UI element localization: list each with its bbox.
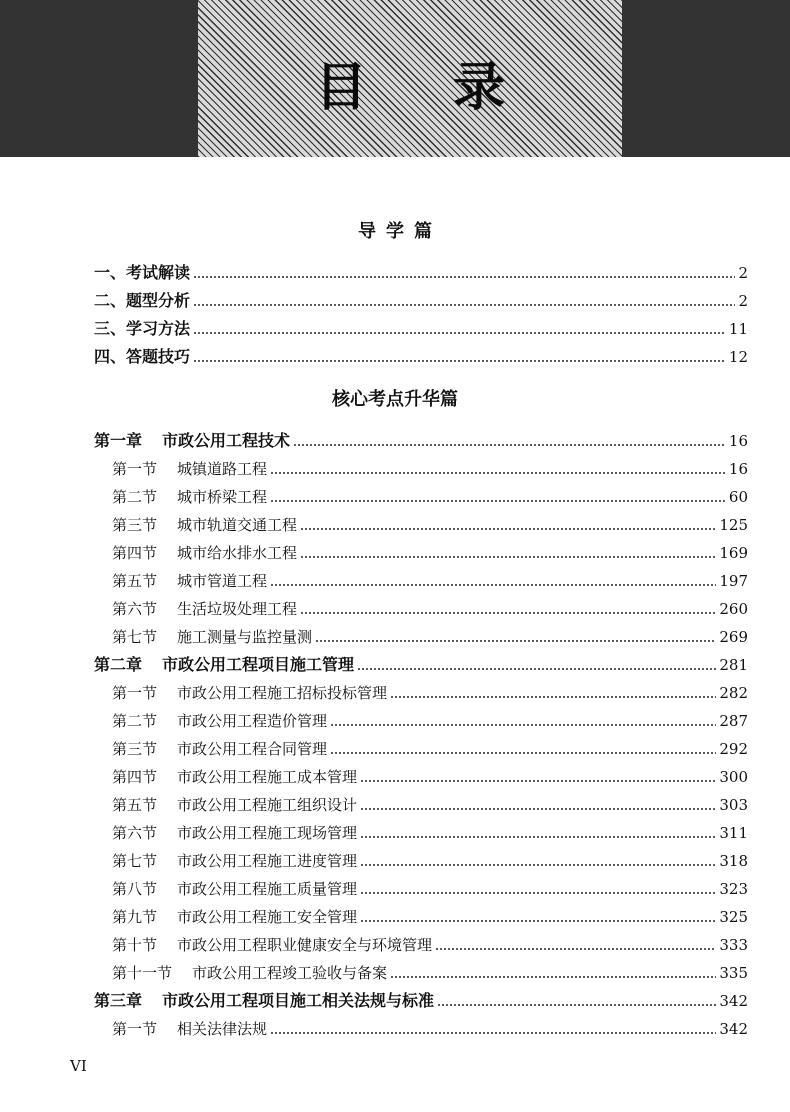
- section-page: 197: [719, 572, 748, 590]
- toc-section[interactable]: [112, 596, 748, 622]
- dot-leader: [300, 610, 716, 616]
- toc-section[interactable]: [112, 820, 748, 846]
- toc-entry[interactable]: [94, 344, 748, 370]
- section-number: 第六节: [112, 600, 158, 618]
- toc-chapter[interactable]: [94, 428, 748, 454]
- dot-leader: [360, 890, 716, 896]
- part-heading-guide: 导学篇: [358, 221, 442, 242]
- section-number: 第三节: [112, 740, 158, 758]
- section-page: 303: [719, 796, 748, 814]
- dot-leader: [300, 526, 716, 532]
- part-heading-core: 核心考点升华篇: [332, 389, 458, 410]
- dot-leader: [193, 330, 726, 336]
- section-number: 第八节: [112, 880, 158, 898]
- section-title: 城市管道工程: [177, 572, 268, 590]
- dot-leader: [330, 722, 716, 728]
- section-number: 第七节: [112, 628, 158, 646]
- page-title: 目 录: [314, 57, 540, 118]
- dot-leader: [435, 946, 716, 952]
- toc-section[interactable]: [112, 540, 748, 566]
- section-title: 市政公用工程造价管理: [177, 712, 328, 730]
- section-page: 292: [719, 740, 748, 758]
- section-title: 生活垃圾处理工程: [177, 600, 298, 618]
- dot-leader: [437, 1002, 716, 1008]
- toc-section[interactable]: [112, 456, 748, 482]
- dot-leader: [360, 778, 716, 784]
- toc-entry-page: 2: [738, 264, 748, 282]
- section-page: 323: [719, 880, 748, 898]
- section-page: 311: [719, 824, 748, 842]
- chapter-page: 281: [719, 656, 748, 674]
- section-page: 287: [719, 712, 748, 730]
- dot-leader: [360, 862, 716, 868]
- toc-section[interactable]: [112, 568, 748, 594]
- toc-section[interactable]: [112, 764, 748, 790]
- dot-leader: [293, 442, 726, 448]
- toc-section[interactable]: [112, 512, 748, 538]
- dot-leader: [315, 638, 716, 644]
- section-number: 第九节: [112, 908, 158, 926]
- toc-entry[interactable]: [94, 288, 748, 314]
- dot-leader: [193, 302, 735, 308]
- section-title: 市政公用工程施工质量管理: [177, 880, 358, 898]
- toc-section[interactable]: [112, 960, 748, 986]
- section-page: 325: [719, 908, 748, 926]
- section-number: 第四节: [112, 768, 158, 786]
- section-page: 269: [719, 628, 748, 646]
- toc-entry-title: 三、学习方法: [94, 319, 191, 338]
- section-number: 第四节: [112, 544, 158, 562]
- section-title: 城镇道路工程: [177, 460, 268, 478]
- toc-section[interactable]: [112, 1016, 748, 1042]
- section-title: 城市轨道交通工程: [177, 516, 298, 534]
- section-page: 333: [719, 936, 748, 954]
- toc-chapter[interactable]: [94, 652, 748, 678]
- toc-section[interactable]: [112, 904, 748, 930]
- section-title: 市政公用工程职业健康安全与环境管理: [177, 936, 433, 954]
- section-number: 第五节: [112, 572, 158, 590]
- chapter-page: 16: [728, 432, 748, 450]
- section-title: 市政公用工程施工现场管理: [177, 824, 358, 842]
- chapter-number: 第一章: [94, 431, 143, 450]
- dot-leader: [193, 274, 735, 280]
- chapter-title: 市政公用工程项目施工相关法规与标准: [162, 991, 435, 1010]
- section-number: 第十节: [112, 936, 158, 954]
- toc-entry[interactable]: [94, 260, 748, 286]
- section-title: 市政公用工程施工组织设计: [177, 796, 358, 814]
- section-title: 市政公用工程竣工验收与备案: [192, 964, 388, 982]
- dot-leader: [330, 750, 716, 756]
- toc-section[interactable]: [112, 624, 748, 650]
- toc-section[interactable]: [112, 680, 748, 706]
- dot-leader: [300, 554, 716, 560]
- section-number: 第一节: [112, 460, 158, 478]
- section-page: 169: [719, 544, 748, 562]
- section-title: 城市给水排水工程: [177, 544, 298, 562]
- toc-section[interactable]: [112, 736, 748, 762]
- section-number: 第一节: [112, 684, 158, 702]
- section-title: 市政公用工程施工进度管理: [177, 852, 358, 870]
- toc-section[interactable]: [112, 848, 748, 874]
- dot-leader: [193, 358, 726, 364]
- toc-section[interactable]: [112, 932, 748, 958]
- section-page: 300: [719, 768, 748, 786]
- toc-entry-page: 2: [738, 292, 748, 310]
- toc-chapter[interactable]: [94, 988, 748, 1014]
- dot-leader: [270, 470, 726, 476]
- section-page: 260: [719, 600, 748, 618]
- section-title: 市政公用工程施工安全管理: [177, 908, 358, 926]
- chapter-title: 市政公用工程项目施工管理: [162, 655, 355, 674]
- dot-leader: [270, 582, 716, 588]
- dot-leader: [390, 974, 716, 980]
- section-page: 125: [719, 516, 748, 534]
- chapter-number: 第三章: [94, 991, 143, 1010]
- section-number: 第二节: [112, 712, 158, 730]
- section-title: 市政公用工程施工招标投标管理: [177, 684, 388, 702]
- chapter-number: 第二章: [94, 655, 143, 674]
- section-title: 相关法律法规: [177, 1020, 268, 1038]
- toc-entry-title: 四、答题技巧: [94, 347, 191, 366]
- toc-entry-title: 一、考试解读: [94, 263, 191, 282]
- dot-leader: [360, 834, 716, 840]
- section-number: 第三节: [112, 516, 158, 534]
- section-page: 318: [719, 852, 748, 870]
- section-page: 282: [719, 684, 748, 702]
- chapter-page: 342: [719, 992, 748, 1010]
- section-number: 第一节: [112, 1020, 158, 1038]
- section-number: 第十一节: [112, 964, 173, 982]
- toc-entry-page: 11: [728, 320, 748, 338]
- dot-leader: [360, 918, 716, 924]
- section-title: 市政公用工程施工成本管理: [177, 768, 358, 786]
- section-number: 第二节: [112, 488, 158, 506]
- toc-entry[interactable]: [94, 316, 748, 342]
- dot-leader: [270, 1030, 716, 1036]
- toc-entry-page: 12: [728, 348, 748, 366]
- section-page: 60: [728, 488, 748, 506]
- dot-leader: [357, 666, 716, 672]
- section-page: 335: [719, 964, 748, 982]
- page-number: VI: [70, 1057, 87, 1075]
- section-page: 342: [719, 1020, 748, 1038]
- section-number: 第五节: [112, 796, 158, 814]
- toc-entry-title: 二、题型分析: [94, 291, 191, 310]
- toc-section[interactable]: [112, 484, 748, 510]
- dot-leader: [270, 498, 726, 504]
- section-number: 第七节: [112, 852, 158, 870]
- dot-leader: [390, 694, 716, 700]
- toc-section[interactable]: [112, 876, 748, 902]
- dot-leader: [360, 806, 716, 812]
- section-number: 第六节: [112, 824, 158, 842]
- section-title: 城市桥梁工程: [177, 488, 268, 506]
- section-page: 16: [728, 460, 748, 478]
- section-title: 市政公用工程合同管理: [177, 740, 328, 758]
- section-title: 施工测量与监控量测: [177, 628, 313, 646]
- toc-section[interactable]: [112, 792, 748, 818]
- chapter-title: 市政公用工程技术: [162, 431, 291, 450]
- toc-section[interactable]: [112, 708, 748, 734]
